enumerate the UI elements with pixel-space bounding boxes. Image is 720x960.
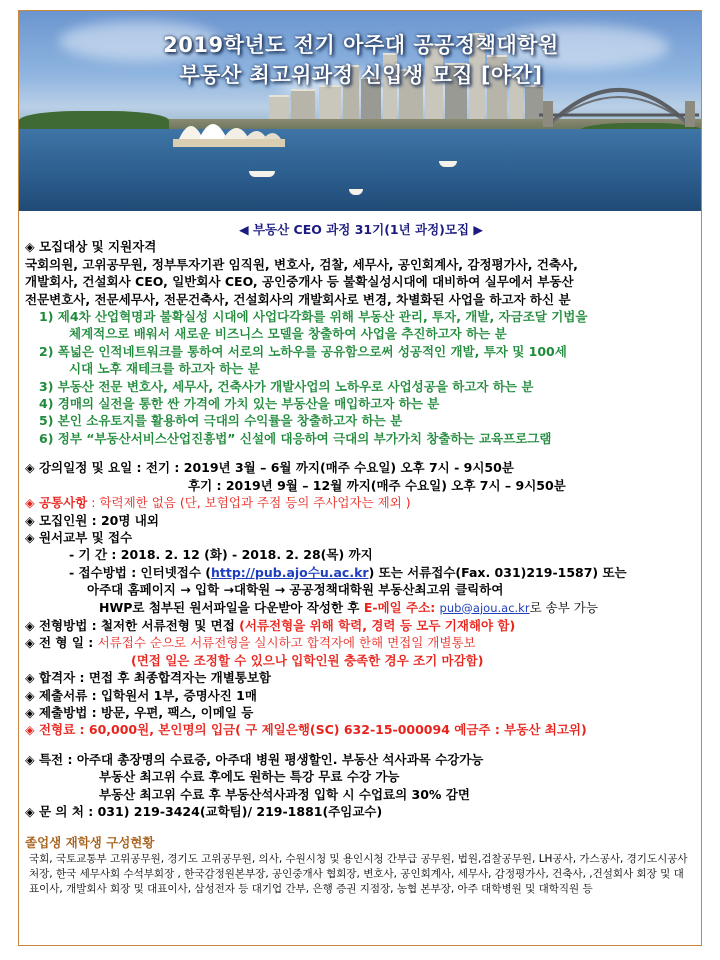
eligibility-item-5: 5) 본인 소유토지를 활용하여 극대의 수익률을 창출하고자 하는 분 [39, 413, 403, 429]
schedule-line-2: 후기 : 2019년 9월 – 12월 까지(매주 수요일) 오후 7시 – 9시50분 [188, 477, 566, 493]
application-period: - 기 간 : 2018. 2. 12 (화) - 2018. 2. 28(목) 까지 [69, 547, 373, 563]
submission-method: ◈ 제출방법 : 방문, 우편, 팩스, 이메일 등 [25, 704, 254, 720]
selection-method-note: (서류전형을 위해 학력, 경력 등 모두 기재해야 함) [239, 617, 516, 633]
alumni-heading: 졸업생 재학생 구성현황 [25, 835, 155, 851]
common-notes [25, 494, 697, 511]
selection-date [25, 634, 697, 651]
poster-body [25, 221, 697, 897]
eligibility-desc-1: 국회의원, 고위공무원, 정부투자기관 임직원, 변호사, 검찰, 세무사, 공인회계사, 감정평가사, 건축사, [25, 256, 578, 272]
selection-date-value: 서류접수 순으로 서류전형을 실시하고 합격자에 한해 면접일 개별통보 [97, 635, 476, 651]
schedule-line-1: ◈ 강의일정 및 요일 : 전기 : 2019년 3월 – 6월 까지(매주 수요일) 오후 7시 - 9시50분 [25, 460, 514, 476]
application-method [25, 564, 697, 581]
common-notes-value: : 학력제한 없음 (단, 보험업과 주점 등의 주사업자는 제외 ) [87, 495, 411, 511]
application-fee: ◈ 전형료 : 60,000원, 본인명의 입금( 구 제일은행(SC) 632-15-000094 예금주 : 부동산 최고위) [25, 722, 587, 738]
recruit-quota-value: 20명 내외 [100, 512, 159, 528]
selection-method-label: ◈ 전형방법 : 철저한 서류전형 및 면접 [25, 617, 240, 633]
eligibility-desc-2: 개발회사, 건설회사 CEO, 일반회사 CEO, 공인중개사 등 불확실성시대에 대비하여 실무에서 부동산 [25, 274, 574, 290]
common-notes-label: ◈ 공통사항 [25, 495, 88, 511]
eligibility-item-6: 6) 정부 “부동산서비스산업진흥법” 신설에 대응하여 극대의 부가가치 창출하는 교육프로그램 [39, 430, 552, 446]
benefits-line-1: ◈ 특전 : 아주대 총장명의 수료증, 아주대 병원 평생할인. 부동산 석사과목 수강가능 [25, 751, 484, 767]
application-hwp [25, 599, 697, 617]
application-heading: ◈ 원서교부 및 접수 [25, 529, 133, 545]
poster-frame [18, 10, 702, 946]
eligibility-item-3: 3) 부동산 전문 변호사, 세무사, 건축사가 개발사업의 노하우로 사업성공을 하고자 하는 분 [39, 378, 534, 394]
application-email-link[interactable]: pub@ajou.ac.kr [439, 600, 530, 615]
eligibility-item-1: 1) 제4차 산업혁명과 불확실성 시대에 사업다각화를 위해 부동산 관리, 투자, 개발, 자금조달 기법을 [39, 309, 588, 325]
eligibility-item-1-cont: 체계적으로 배워서 새로운 비즈니스 모델을 창출하여 사업을 추진하고자 하는 분 [69, 326, 507, 342]
poster-title-line2: 부동산 최고위과정 신입생 모집 [야간] [179, 63, 543, 87]
application-hwp-text: HWP로 첨부된 원서파일을 다운받아 작성한 후 [99, 599, 364, 615]
course-title: ◀ 부동산 CEO 과정 31기(1년 과정)모집 ▶ [238, 222, 484, 237]
selection-date-label: ◈ 전 형 일 : [25, 635, 98, 651]
opera-house-icon [169, 109, 289, 149]
contact: ◈ 문 의 처 : 031) 219-3424(교학팀)/ 219-1881(주임교수) [25, 804, 383, 819]
eligibility-item-2: 2) 폭넓은 인적네트워크를 통하여 서로의 노하우를 공유함으로써 성공적인 개발, 투자 및 100세 [39, 343, 567, 359]
eligibility-item-2-cont: 시대 노후 재테크를 하고자 하는 분 [69, 361, 260, 377]
alumni-text: 국회, 국토교통부 고위공무원, 경기도 고위공무원, 의사, 수원시청 및 용인시청 간부급 공무원, 법원,검찰공무원, LH공사, 가스공사, 경기도시공사 처장, 한국 세무사회 수석부회장 , 한국감정원본부장, 공인중개사 협회장, 변호사, 공인회계사, 세무사, 감정평가사, 건축사, ,건설회사 회장 및 대표이사, 개발회사 회장 및 대표이사, 삼성전자 등 대기업 간부, 은행 증권 지점장, 농협 본부장, 아주 대학병원 및 대학직원 등 [29, 852, 688, 895]
application-url-link[interactable]: http://pub.ajo수u.ac.kr [210, 564, 369, 580]
eligibility-item-4: 4) 경매의 실전을 통한 싼 가격에 가치 있는 부동산을 매입하고자 하는 분 [39, 396, 440, 412]
selection-date-note: (면접 일은 조정할 수 있으나 입학인원 충족한 경우 조기 마감함) [131, 652, 484, 668]
application-email-label: E-메일 주소: [363, 599, 440, 615]
announcement: ◈ 합격자 : 면접 후 최종합격자는 개별통보함 [25, 670, 271, 686]
eligibility-heading: ◈ 모집대상 및 지원자격 [25, 239, 157, 255]
benefits-line-3: 부동산 최고위 수료 후 부동산석사과정 입학 시 수업료의 30% 감면 [99, 786, 470, 802]
selection-method [25, 617, 697, 634]
documents: ◈ 제출서류 : 입학원서 1부, 증명사진 1매 [25, 687, 257, 703]
application-method-prefix: - 접수방법 : 인터넷접수 ( [69, 564, 211, 580]
application-email-suffix: 로 송부 가능 [529, 599, 598, 615]
application-nav-path: 아주대 홈페이지 → 입학 →대학원 → 공공정책대학원 부동산최고위 클릭하여 [87, 582, 504, 598]
recruit-quota [25, 512, 697, 529]
benefits-line-2: 부동산 최고위 수료 후에도 원하는 특강 무료 수강 가능 [99, 769, 400, 785]
header-harbour-photo [19, 11, 702, 211]
recruit-quota-label: ◈ 모집인원 : [25, 512, 101, 528]
poster-title-line1: 2019학년도 전기 아주대 공공정책대학원 [163, 33, 559, 57]
eligibility-desc-3: 전문변호사, 전문세무사, 전문건축사, 건설회사의 개발회사로 변경, 차별화된 사업을 하고자 하신 분 [25, 291, 571, 307]
application-method-suffix: ) 또는 서류접수(Fax. 031)219-1587) 또는 [368, 564, 627, 580]
